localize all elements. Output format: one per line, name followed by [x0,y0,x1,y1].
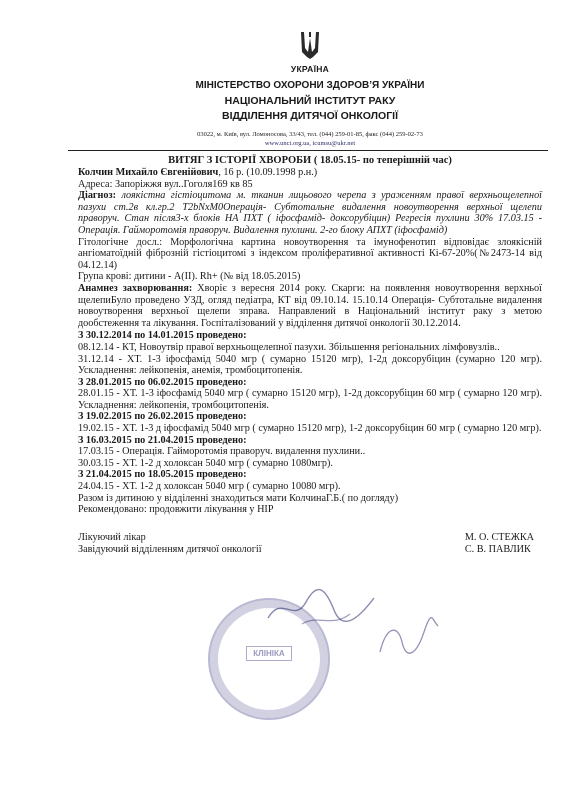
address-line [78,179,542,191]
patient-name: Колчин Михайло Євгенійович [78,167,219,178]
period-1-line: 08.12.14 - КТ, Новоутвір правої верхньощелепної пазухи. Збільшення регіональних лімфовузлів.. [78,341,500,353]
coat-of-arms-icon [299,30,321,60]
signer-names [465,532,534,556]
institute-address: 03022, м. Київ, вул. Ломоносова, 33/43, тел. (044) 259-01-85, факс (044) 259-02-73 [197,131,423,138]
country-name: УКРАЇНА [290,64,330,74]
address-label: Адреса: [78,178,113,190]
handwritten-signature [372,612,442,662]
blood-group-line: Група крові: дитини - А(ІІ). Rh+ (№ від 18.05.2015) [78,271,301,283]
signature-block [78,532,542,592]
head-name: С. В. ПАВЛИК [464,543,531,555]
guardian-line: Разом із дитиною у відділенні знаходиться мати КолчинаГ.Б.( по догляду) [78,492,399,504]
anamnesis-paragraph [78,283,542,329]
period-5-title: З 21.04.2015 по 18.05.2015 проведено: [78,469,247,481]
histology-paragraph: Гітологічне досл.: Морфологічна картина новоутворення та імунофенотип відповідає злоякісній ангіоматоїдній фіброзній гістіоцитомі з індексом проліферативної активності Кі-67-20%(№2473-14 від 04.12.14) [78,236,542,271]
period-4-title: З 16.03.2015 по 21.04.2015 проведено: [78,434,247,446]
period-4-line: 17.03.15 - Операція. Гайморотомія праворуч. видалення пухлини.. [78,446,366,458]
document-body [78,167,542,516]
period-4-line: 30.03.15 - ХТ. 1-2 д холоксан 5040 мгр ( сумарно 1080мгр). [78,457,333,469]
period-1-line: 31.12.14 - ХТ. 1-3 іфосфамід 5040 мгр ( сумарно 15120 мгр), 1-2д доксорубіцин (сумарно 120 мгр). Ускладнення: лейкопенія, анемія, тромбоцитопенія. [78,353,542,377]
period-3-line: 19.02.15 - ХТ. 1-3 д іфосфамід 5040 мгр ( сумарно 15120 мгр), 1-2 доксорубіцин 60 мгр ( сумарно 120 мгр). [78,423,542,435]
recommendation-line: Рекомендовано: продовжити лікування у НІР [78,504,274,516]
ministry-name: МІНІСТЕРСТВО ОХОРОНИ ЗДОРОВ’Я УКРАЇНИ [195,80,425,91]
doctor-name: М. О. СТЕЖКА [464,531,534,543]
anamnesis-label: Анамнез захворювання: [78,282,193,294]
header-divider [68,150,548,151]
period-2-line: 28.01.15 - ХТ. 1-3 іфосфамід 5040 мгр ( сумарно 15120 мгр), 1-2д доксорубіцин 60 мгр ( сумарно 120 мгр). Ускладнення: лейкопенія, тромбоцитопенія. [78,388,542,411]
document-title: ВИТЯГ З ІСТОРІЇ ХВОРОБИ ( 18.05.15- по теперішній час) [168,155,452,166]
doctor-role: Лікуючий лікар [78,531,146,543]
diagnosis-label: Діагноз: [78,190,117,202]
head-role: Завідуючий відділенням дитячої онкології [78,543,262,555]
patient-age: , 16 р. (10.09.1998 р.н.) [218,167,318,178]
stamp-label: КЛІНІКА [246,646,292,661]
letterhead [78,0,542,147]
institute-name: НАЦІОНАЛЬНИЙ ІНСТИТУТ РАКУ [224,95,396,107]
signer-roles [78,532,262,556]
clinic-stamp [208,598,330,720]
department-name: ВІДДІЛЕННЯ ДИТЯЧОЇ ОНКОЛОГІЇ [222,110,398,122]
period-3-title: З 19.02.2015 по 26.02.2015 проведено: [78,411,247,423]
period-1-title: З 30.12.2014 по 14.01.2015 проведено: [78,330,247,342]
diagnosis-value: лоякістна гістіоцитома м. тканин лицьового черепа з ураженням правої верхньощелепної пазухи ст.2в кл.гр.2 T2bNxM0Операція- Субтотальне видалення новоутворення верхньої щелепи праворуч. Стан після3-х блоків НА ПХТ ( іфосфамід- доксорубіцин) Регресія пухлини 30% 17.03.15 - Операція. Гайморотомія праворуч. Видалення пухлини. 2-го блоку АПХТ (іфосфамід) [78,190,542,236]
institute-website: www.unci.org.ua, icumsu@ukr.net [264,140,356,147]
period-5-line: 24.04.15 - ХТ. 1-2 д холоксан 5040 мгр ( сумарно 10080 мгр). [78,481,341,493]
address-value: Запоріжжя вул..Гоголя169 кв 85 [112,178,253,190]
patient-line [78,167,542,179]
diagnosis-paragraph [78,190,542,236]
anamnesis-value: Хворіє з вересня 2014 року. Скарги: на появлення новоутворення верхньої щелепиБуло проведено УЗД, огляд педіатра, КТ від 09.10.14. 15.10.14 Операція- Субтотальне видалення новоутворення верхньої щелепи зправа. Направлений в Національний інститут раку з метою дообстеження та лікування. Госпіталізований у відділення дитячої онкології 30.12.2014. [78,282,542,329]
period-2-title: З 28.01.2015 по 06.02.2015 проведено: [78,376,247,388]
